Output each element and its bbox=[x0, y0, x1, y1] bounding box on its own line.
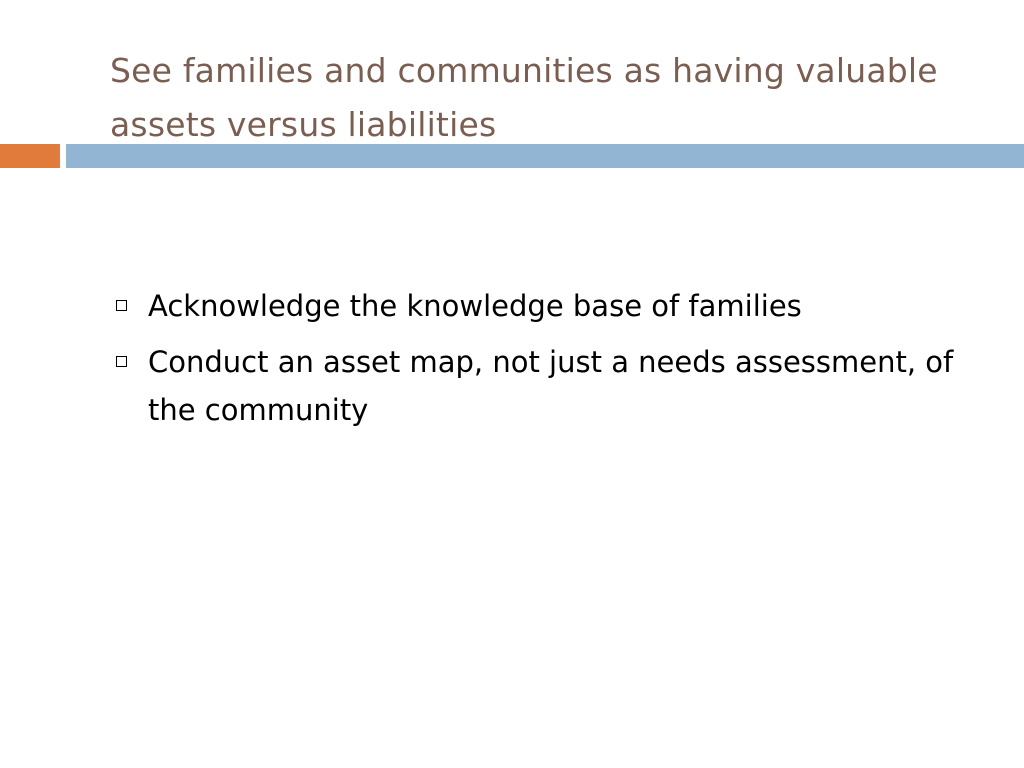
hollow-square-bullet-icon bbox=[116, 356, 127, 367]
slide-title: See families and communities as having valuable assets versus liabilities bbox=[110, 51, 938, 144]
hollow-square-bullet-icon bbox=[116, 300, 127, 311]
bullet-item bbox=[112, 282, 1002, 330]
title-accent-bar-blue bbox=[66, 144, 1024, 168]
bullet-text: Conduct an asset map, not just a needs assessment, of the community bbox=[148, 345, 954, 427]
bullet-text: Acknowledge the knowledge base of families bbox=[148, 289, 802, 323]
bullet-list bbox=[112, 282, 1002, 442]
bullet-item bbox=[112, 338, 1002, 434]
title-accent-bar-orange bbox=[0, 144, 60, 168]
